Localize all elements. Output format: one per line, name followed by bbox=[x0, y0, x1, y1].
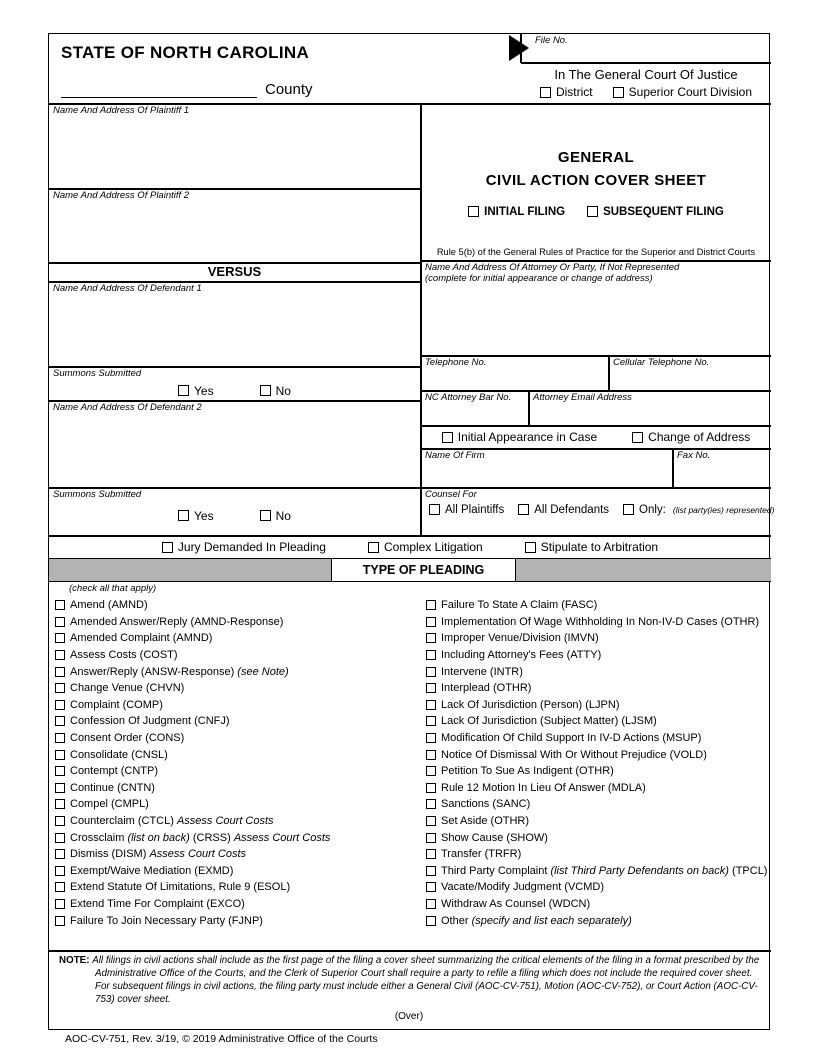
pleading-option bbox=[55, 597, 419, 614]
pleading-option-label: Extend Statute Of Limitations, Rule 9 (ESOL) bbox=[70, 881, 291, 894]
file-no-pointer-icon bbox=[509, 35, 529, 61]
only-note: (list party(ies) represented) bbox=[672, 504, 775, 515]
pleading-checkbox[interactable] bbox=[55, 700, 65, 710]
email-field[interactable] bbox=[529, 391, 771, 425]
stipulate-arbitration-label: Stipulate to Arbitration bbox=[540, 540, 659, 554]
pleading-option bbox=[55, 713, 419, 730]
pleading-checkbox[interactable] bbox=[426, 766, 436, 776]
pleading-option-label: Including Attorney's Fees (ATTY) bbox=[441, 649, 602, 662]
pleading-option-label: Continue (CNTN) bbox=[70, 781, 155, 794]
pleading-option bbox=[55, 614, 419, 631]
pleading-option-label: Show Cause (SHOW) bbox=[441, 831, 548, 844]
pleading-checkbox[interactable] bbox=[426, 783, 436, 793]
form-title-line2: CIVIL ACTION COVER SHEET bbox=[485, 172, 707, 190]
pleading-option-label: Lack Of Jurisdiction (Person) (LJPN) bbox=[441, 698, 620, 711]
file-no-field[interactable] bbox=[521, 34, 771, 63]
summons2-yes-label: Yes bbox=[194, 508, 214, 523]
pleading-list-left bbox=[55, 583, 419, 929]
change-of-address-option bbox=[632, 430, 750, 444]
district-option bbox=[540, 85, 593, 99]
plaintiff2-field[interactable] bbox=[49, 189, 420, 262]
header-left bbox=[49, 34, 520, 103]
subsequent-filing-checkbox[interactable] bbox=[587, 206, 598, 217]
district-checkbox[interactable] bbox=[540, 87, 551, 98]
pleading-checkbox[interactable] bbox=[426, 650, 436, 660]
summons1-yes-checkbox[interactable] bbox=[178, 385, 189, 396]
only-checkbox[interactable] bbox=[623, 504, 634, 515]
type-of-pleading-band bbox=[49, 559, 771, 581]
pleading-option bbox=[426, 647, 771, 664]
pleading-checkbox[interactable] bbox=[426, 716, 436, 726]
pleading-option-label: Rule 12 Motion In Lieu Of Answer (MDLA) bbox=[441, 781, 646, 794]
initial-filing-option bbox=[468, 206, 565, 218]
pleading-option bbox=[426, 713, 771, 730]
pleading-option bbox=[426, 863, 771, 880]
pleading-checkbox[interactable] bbox=[426, 816, 436, 826]
pleading-option-label: Answer/Reply (ANSW-Response) (see Note) bbox=[70, 665, 289, 678]
all-defendants-option bbox=[518, 504, 609, 516]
firm-label: Name Of Firm bbox=[425, 450, 485, 461]
pleading-checkbox[interactable] bbox=[55, 600, 65, 610]
attorney-address-sublabel: (complete for initial appearance or change of address) bbox=[425, 272, 653, 284]
pleading-checkbox[interactable] bbox=[426, 667, 436, 677]
all-defendants-checkbox[interactable] bbox=[518, 504, 529, 515]
pleading-option-label: Amend (AMND) bbox=[70, 599, 148, 612]
pleading-option-label: Implementation Of Wage Withholding In Non-IV-D Cases (OTHR) bbox=[441, 615, 760, 628]
pleading-option-label: Improper Venue/Division (IMVN) bbox=[441, 632, 599, 645]
pleading-option bbox=[426, 630, 771, 647]
counsel-for-cell bbox=[421, 488, 775, 535]
pleading-option-label: Amended Answer/Reply (AMND-Response) bbox=[70, 615, 284, 628]
only-label: Only: bbox=[639, 503, 666, 516]
summons1-label: Summons Submitted bbox=[53, 368, 142, 379]
email-label: Attorney Email Address bbox=[533, 392, 632, 403]
pleading-option bbox=[426, 730, 771, 747]
summons1-yes-label: Yes bbox=[194, 383, 214, 398]
pleading-option-label: Failure To State A Claim (FASC) bbox=[441, 599, 598, 612]
over-label: (Over) bbox=[394, 1011, 424, 1022]
pleading-option bbox=[55, 780, 419, 797]
summons2-no-option bbox=[260, 509, 291, 523]
complex-litigation-label: Complex Litigation bbox=[383, 540, 483, 554]
change-of-address-label: Change of Address bbox=[648, 430, 751, 444]
defendant2-label: Name And Address Of Defendant 2 bbox=[53, 402, 202, 413]
all-plaintiffs-checkbox[interactable] bbox=[429, 504, 440, 515]
defendant1-field[interactable] bbox=[49, 282, 420, 366]
pleading-option bbox=[55, 846, 419, 863]
pleading-checkbox[interactable] bbox=[426, 799, 436, 809]
appearance-row bbox=[421, 426, 771, 448]
cellular-label: Cellular Telephone No. bbox=[613, 357, 710, 368]
pleading-option bbox=[426, 912, 771, 929]
state-title: STATE OF NORTH CAROLINA bbox=[61, 43, 310, 62]
summons1-no-option bbox=[260, 384, 291, 398]
pleading-option bbox=[55, 697, 419, 714]
pleading-checkbox[interactable] bbox=[55, 633, 65, 643]
all-plaintiffs-label: All Plaintiffs bbox=[445, 503, 505, 516]
all-defendants-label: All Defendants bbox=[534, 503, 610, 516]
county-label: County bbox=[265, 81, 313, 98]
rule-note: Rule 5(b) of the General Rules of Practice for the Superior and District Courts bbox=[436, 247, 756, 257]
options-band bbox=[49, 536, 771, 558]
subsequent-filing-option bbox=[587, 206, 724, 218]
pleading-option-label: Assess Costs (COST) bbox=[70, 649, 178, 662]
telephone-field[interactable] bbox=[421, 356, 608, 390]
jury-demanded-option bbox=[162, 540, 326, 554]
pleading-option-label: Transfer (TRFR) bbox=[441, 848, 522, 861]
stipulate-arbitration-checkbox[interactable] bbox=[525, 542, 536, 553]
jury-demanded-label: Jury Demanded In Pleading bbox=[177, 540, 326, 554]
pleading-checkbox[interactable] bbox=[55, 833, 65, 843]
pleading-option bbox=[55, 896, 419, 913]
filing-options bbox=[468, 206, 724, 218]
pleading-checkbox[interactable] bbox=[55, 783, 65, 793]
change-of-address-checkbox[interactable] bbox=[632, 432, 643, 443]
pleading-option bbox=[55, 663, 419, 680]
attorney-address-field[interactable] bbox=[421, 261, 771, 355]
summons2-yes-option bbox=[178, 509, 214, 523]
pleading-option-label: Consent Order (CONS) bbox=[70, 732, 185, 745]
superior-label: Superior Court Division bbox=[628, 85, 753, 99]
pleading-option bbox=[426, 614, 771, 631]
counsel-for-label: Counsel For bbox=[425, 489, 477, 500]
telephone-label: Telephone No. bbox=[425, 357, 487, 368]
pleading-checkbox[interactable] bbox=[55, 716, 65, 726]
only-option bbox=[623, 504, 774, 516]
complex-litigation-checkbox[interactable] bbox=[368, 542, 379, 553]
pleading-option bbox=[426, 879, 771, 896]
pleading-option bbox=[426, 813, 771, 830]
pleading-option bbox=[426, 796, 771, 813]
plaintiff1-field[interactable] bbox=[49, 104, 420, 188]
pleading-option bbox=[55, 763, 419, 780]
pleading-option bbox=[426, 663, 771, 680]
summons2-no-checkbox[interactable] bbox=[260, 510, 271, 521]
summons1-no-label: No bbox=[275, 383, 291, 398]
pleading-option bbox=[426, 780, 771, 797]
fax-label: Fax No. bbox=[677, 450, 711, 461]
court-header bbox=[521, 63, 771, 104]
pleading-checkbox[interactable] bbox=[426, 633, 436, 643]
pleading-option-label: Dismiss (DISM) Assess Court Costs bbox=[70, 848, 247, 861]
firm-field[interactable] bbox=[421, 449, 672, 487]
summons1-cell bbox=[49, 367, 420, 400]
initial-appearance-label: Initial Appearance in Case bbox=[457, 430, 598, 444]
pleading-option bbox=[426, 846, 771, 863]
pleading-checkbox[interactable] bbox=[426, 683, 436, 693]
court-title: In The General Court Of Justice bbox=[554, 67, 738, 82]
pleading-option-label: Amended Complaint (AMND) bbox=[70, 632, 213, 645]
bar-no-field[interactable] bbox=[421, 391, 528, 425]
note-section bbox=[59, 955, 761, 1007]
pleading-checkbox[interactable] bbox=[426, 899, 436, 909]
form-title-line1: GENERAL bbox=[557, 149, 635, 166]
initial-filing-label: INITIAL FILING bbox=[484, 205, 566, 218]
pleading-option-label: Sanctions (SANC) bbox=[441, 798, 531, 811]
pleading-checkbox[interactable] bbox=[426, 833, 436, 843]
summons2-yes-checkbox[interactable] bbox=[178, 510, 189, 521]
pleading-option-label: Consolidate (CNSL) bbox=[70, 748, 168, 761]
pleading-checkbox[interactable] bbox=[426, 866, 436, 876]
pleading-checkbox[interactable] bbox=[426, 700, 436, 710]
pleading-option bbox=[55, 680, 419, 697]
civil-action-cover-sheet-form bbox=[48, 33, 775, 1030]
pleading-checkbox[interactable] bbox=[55, 866, 65, 876]
pleading-option-label: Lack Of Jurisdiction (Subject Matter) (LJSM) bbox=[441, 715, 657, 728]
pleading-option bbox=[55, 879, 419, 896]
bar-no-label: NC Attorney Bar No. bbox=[425, 392, 512, 403]
pleading-option-label: Petition To Sue As Indigent (OTHR) bbox=[441, 765, 614, 778]
pleading-option-label: Compel (CMPL) bbox=[70, 798, 149, 811]
pleading-option-label: Complaint (COMP) bbox=[70, 698, 163, 711]
pleading-checkbox[interactable] bbox=[426, 750, 436, 760]
plaintiff2-label: Name And Address Of Plaintiff 2 bbox=[53, 190, 190, 201]
pleading-checkbox[interactable] bbox=[426, 849, 436, 859]
defendant1-label: Name And Address Of Defendant 1 bbox=[53, 283, 202, 294]
summons2-cell bbox=[49, 488, 420, 535]
plaintiff1-label: Name And Address Of Plaintiff 1 bbox=[53, 105, 190, 116]
note-label: NOTE: bbox=[59, 955, 90, 966]
pleading-option-label: Other (specify and list each separately) bbox=[441, 914, 632, 927]
pleading-option bbox=[55, 630, 419, 647]
pleading-option-label: Intervene (INTR) bbox=[441, 665, 523, 678]
pleading-option bbox=[426, 697, 771, 714]
initial-appearance-checkbox[interactable] bbox=[442, 432, 453, 443]
summons2-no-label: No bbox=[275, 508, 291, 523]
pleading-checkbox[interactable] bbox=[55, 750, 65, 760]
pleading-option-label: Counterclaim (CTCL) Assess Court Costs bbox=[70, 815, 274, 828]
pleading-checkbox[interactable] bbox=[55, 799, 65, 809]
type-of-pleading-title: TYPE OF PLEADING bbox=[331, 559, 516, 581]
pleading-checkbox[interactable] bbox=[426, 882, 436, 892]
pleading-checkbox[interactable] bbox=[55, 683, 65, 693]
pleading-checkbox[interactable] bbox=[426, 733, 436, 743]
file-no-label: File No. bbox=[535, 35, 568, 46]
county-row bbox=[61, 81, 313, 98]
pleading-option-label: Interplead (OTHR) bbox=[441, 682, 532, 695]
pleading-checkbox[interactable] bbox=[55, 617, 65, 627]
pleading-option bbox=[426, 746, 771, 763]
district-label: District bbox=[555, 85, 593, 99]
pleading-checkbox[interactable] bbox=[55, 849, 65, 859]
pleading-option bbox=[426, 829, 771, 846]
pleading-option bbox=[55, 829, 419, 846]
initial-appearance-option bbox=[442, 430, 597, 444]
note-text: All filings in civil actions shall include as the first page of the filing a cover sheet summarizing the critical elements of the filing in a format prescribed by the Administrative Office of the Courts, and the Clerk of Superior Court shall require a party to refile a filing which does not include the required cover sheet. For subsequent filings in civil actions, the filing party must include either a General Civil (AOC-CV-751), Motion (AOC-CV-752), or Court Action (AOC-CV-753) cover sheet. bbox=[92, 955, 760, 1005]
pleading-checkbox[interactable] bbox=[55, 816, 65, 826]
pleading-option-label: Third Party Complaint (list Third Party Defendants on back) (TPCL) bbox=[441, 864, 768, 877]
pleading-checkbox[interactable] bbox=[55, 916, 65, 926]
pleading-option-label: Withdraw As Counsel (WDCN) bbox=[441, 897, 591, 910]
summons2-label: Summons Submitted bbox=[53, 489, 142, 500]
superior-checkbox[interactable] bbox=[613, 87, 624, 98]
attorney-address-label: Name And Address Of Attorney Or Party, If Not Represented bbox=[425, 262, 680, 273]
pleading-option-label: Extend Time For Complaint (EXCO) bbox=[70, 897, 245, 910]
pleading-option-label: Modification Of Child Support In IV-D Actions (MSUP) bbox=[441, 732, 702, 745]
stipulate-arbitration-option bbox=[525, 540, 658, 554]
pleading-option bbox=[55, 813, 419, 830]
superior-option bbox=[613, 85, 752, 99]
summons1-yes-option bbox=[178, 384, 214, 398]
fax-field[interactable] bbox=[673, 449, 771, 487]
complex-litigation-option bbox=[368, 540, 483, 554]
pleading-checkbox[interactable] bbox=[55, 733, 65, 743]
pleading-option-label: Set Aside (OTHR) bbox=[441, 815, 530, 828]
pleading-option bbox=[426, 896, 771, 913]
pleading-option-label: Confession Of Judgment (CNFJ) bbox=[70, 715, 230, 728]
check-all-instruction: (check all that apply) bbox=[69, 583, 157, 594]
pleading-option-label: Notice Of Dismissal With Or Without Prejudice (VOLD) bbox=[441, 748, 707, 761]
pleading-checkbox[interactable] bbox=[55, 766, 65, 776]
pleading-option-label: Crossclaim (list on back) (CRSS) Assess Court Costs bbox=[70, 831, 331, 844]
pleading-option bbox=[55, 912, 419, 929]
pleading-option-label: Vacate/Modify Judgment (VCMD) bbox=[441, 881, 605, 894]
pleading-option bbox=[426, 763, 771, 780]
pleading-option-label: Exempt/Waive Mediation (EXMD) bbox=[70, 864, 234, 877]
pleading-list-right bbox=[426, 597, 771, 929]
pleading-option bbox=[426, 597, 771, 614]
pleading-option bbox=[55, 647, 419, 664]
summons1-options bbox=[49, 384, 420, 398]
pleading-checkbox[interactable] bbox=[426, 600, 436, 610]
county-blank-line[interactable] bbox=[61, 83, 257, 98]
summons1-no-checkbox[interactable] bbox=[260, 385, 271, 396]
pleading-option bbox=[55, 863, 419, 880]
counsel-options bbox=[421, 503, 775, 516]
defendant2-field[interactable] bbox=[49, 401, 420, 487]
all-plaintiffs-option bbox=[429, 504, 504, 516]
pleading-checkbox[interactable] bbox=[426, 617, 436, 627]
divider-line bbox=[49, 950, 771, 952]
pleading-checkbox[interactable] bbox=[55, 667, 65, 677]
pleading-option-label: Failure To Join Necessary Party (FJNP) bbox=[70, 914, 263, 927]
pleading-option bbox=[55, 730, 419, 747]
jury-demanded-checkbox[interactable] bbox=[162, 542, 173, 553]
pleading-checkbox[interactable] bbox=[55, 650, 65, 660]
form-id-footer: AOC-CV-751, Rev. 3/19, © 2019 Administrative Office of the Courts bbox=[65, 1033, 378, 1045]
pleading-checkbox[interactable] bbox=[426, 916, 436, 926]
summons2-options bbox=[49, 509, 420, 523]
versus-label: VERSUS bbox=[207, 264, 262, 279]
pleading-option bbox=[426, 680, 771, 697]
division-row bbox=[521, 85, 771, 99]
pleading-option-label: Change Venue (CHVN) bbox=[70, 682, 185, 695]
pleading-checkbox[interactable] bbox=[55, 882, 65, 892]
form-title-block bbox=[421, 104, 771, 260]
pleading-option bbox=[55, 746, 419, 763]
pleading-checkbox[interactable] bbox=[55, 899, 65, 909]
cellular-field[interactable] bbox=[609, 356, 771, 390]
pleading-option bbox=[55, 796, 419, 813]
pleading-option-label: Contempt (CNTP) bbox=[70, 765, 159, 778]
subsequent-filing-label: SUBSEQUENT FILING bbox=[603, 205, 724, 218]
initial-filing-checkbox[interactable] bbox=[468, 206, 479, 217]
